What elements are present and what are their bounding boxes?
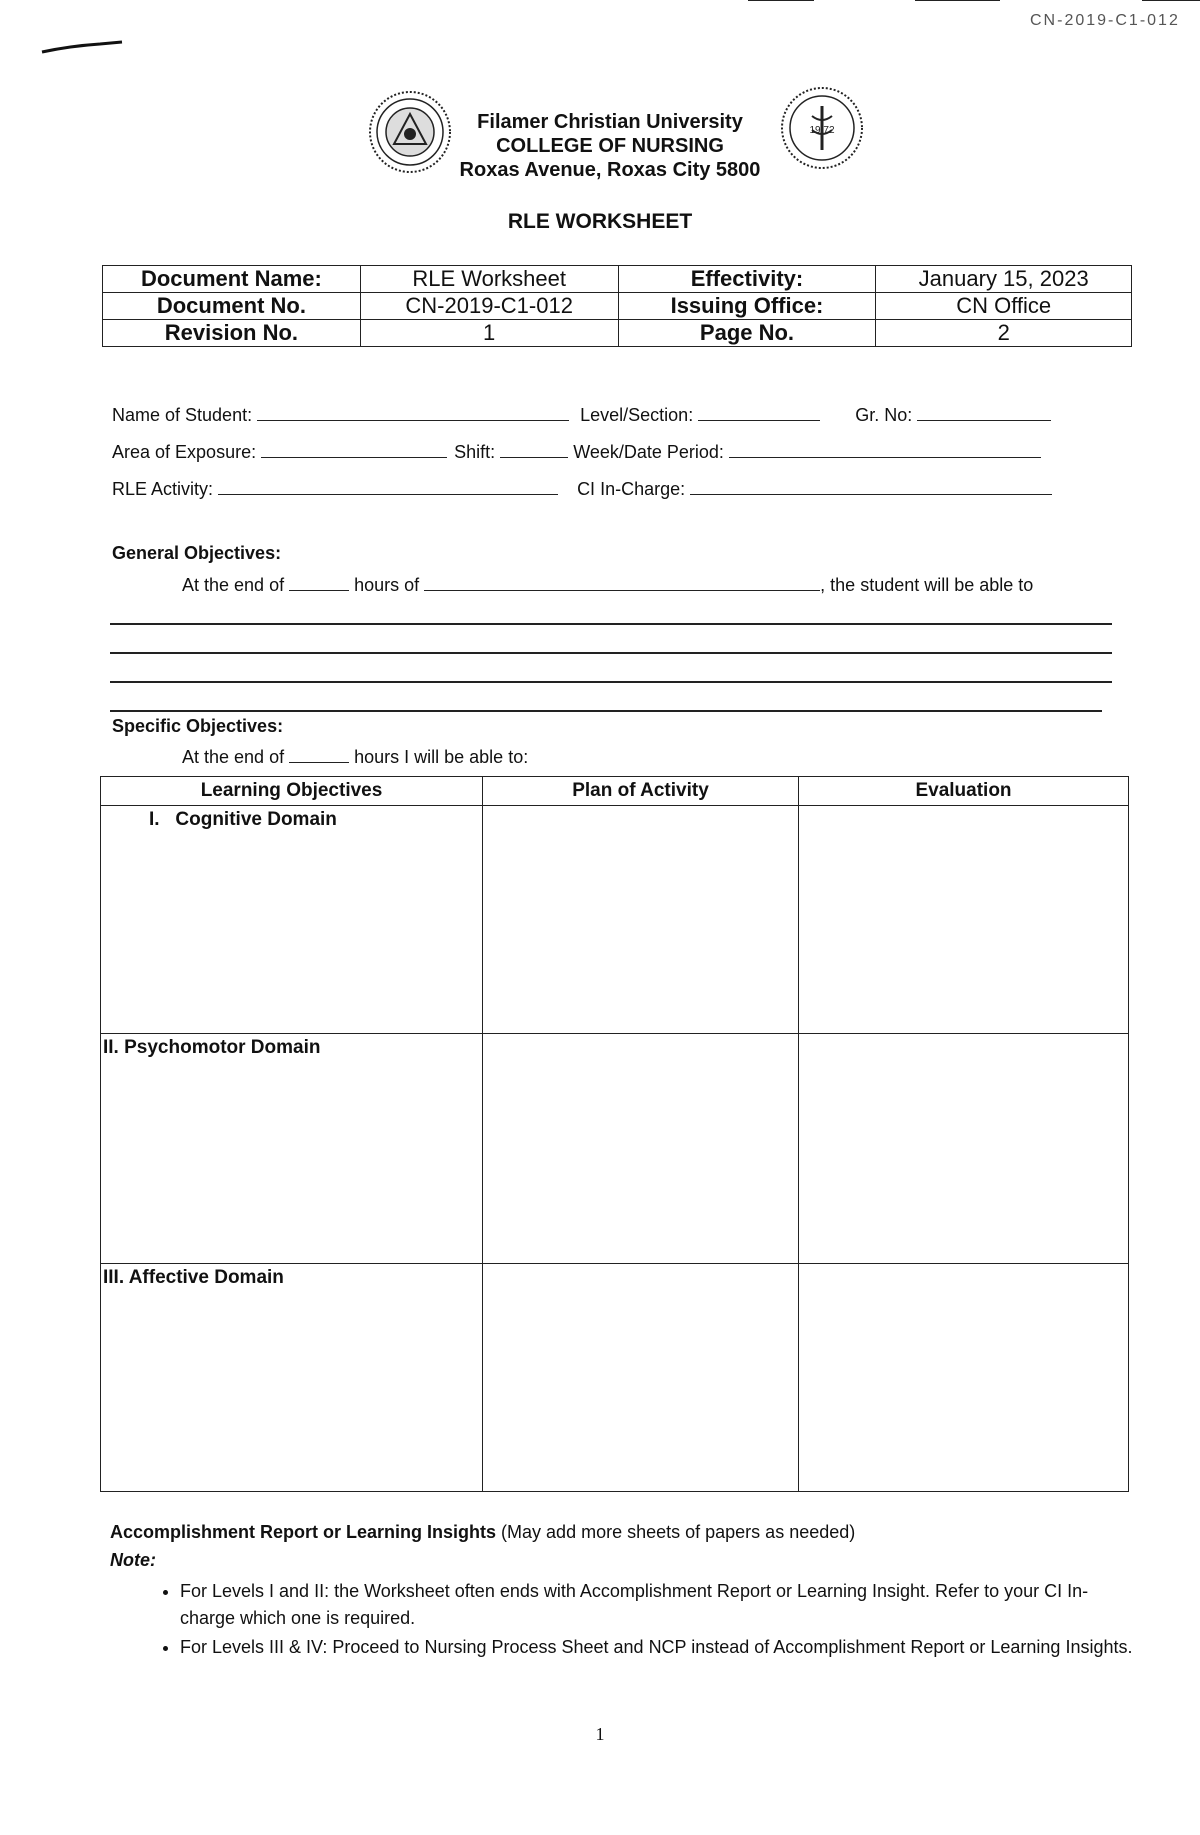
general-hours-field[interactable] xyxy=(289,574,349,591)
effectivity-value: January 15, 2023 xyxy=(876,266,1132,293)
document-no-value: CN-2019-C1-012 xyxy=(360,293,618,320)
document-no-label: Document No. xyxy=(103,293,361,320)
college-address: Roxas Avenue, Roxas City 5800 xyxy=(459,159,761,181)
cognitive-objectives-cell[interactable] xyxy=(101,806,483,1034)
area-of-exposure-field[interactable] xyxy=(261,441,447,458)
exposure-row xyxy=(112,441,1041,463)
college-name: COLLEGE OF NURSING xyxy=(496,135,724,157)
psychomotor-domain-row xyxy=(101,1034,1129,1264)
area-of-exposure-label: Area of Exposure: xyxy=(112,442,257,462)
psychomotor-objectives-cell[interactable] xyxy=(101,1034,483,1264)
shift-field[interactable] xyxy=(500,441,568,458)
revision-no-label: Revision No. xyxy=(103,320,361,347)
learning-objectives-table xyxy=(100,776,1129,1492)
specific-objectives-title: Specific Objectives: xyxy=(112,716,284,736)
evaluation-header: Evaluation xyxy=(799,777,1129,806)
page-number: 1 xyxy=(595,1724,605,1744)
specific-objectives-suffix: hours I will be able to: xyxy=(354,747,529,767)
scan-mark-line xyxy=(1142,0,1200,1)
level-section-label: Level/Section: xyxy=(580,405,694,425)
plan-of-activity-header: Plan of Activity xyxy=(483,777,799,806)
general-objectives-suffix: , the student will be able to xyxy=(820,575,1034,595)
cognitive-domain-label: I. Cognitive Domain xyxy=(149,809,337,830)
general-subject-field[interactable] xyxy=(424,574,820,591)
affective-objectives-cell[interactable] xyxy=(101,1264,483,1492)
level-section-field[interactable] xyxy=(698,404,820,421)
specific-objectives-sentence xyxy=(182,746,528,768)
general-objectives-title: General Objectives: xyxy=(112,543,282,563)
specific-hours-field[interactable] xyxy=(289,746,349,763)
accomplishment-report-hint: (May add more sheets of papers as needed) xyxy=(496,1522,856,1542)
student-name-row xyxy=(112,404,1051,426)
corner-document-code: CN-2019-C1-012 xyxy=(1030,12,1180,29)
psychomotor-evaluation-cell[interactable] xyxy=(799,1034,1129,1264)
rle-activity-label: RLE Activity: xyxy=(112,479,214,499)
gr-no-label: Gr. No: xyxy=(855,405,913,425)
document-name-label: Document Name: xyxy=(103,266,361,293)
notes-list xyxy=(140,1578,1140,1663)
accomplishment-report-instruction xyxy=(110,1522,855,1543)
specific-objectives-prefix: At the end of xyxy=(182,747,285,767)
student-name-label: Name of Student: xyxy=(112,405,253,425)
page-no-label: Page No. xyxy=(618,320,876,347)
activity-row xyxy=(112,478,1052,500)
affective-domain-label: III. Affective Domain xyxy=(103,1267,284,1288)
effectivity-label: Effectivity: xyxy=(618,266,876,293)
university-name: Filamer Christian University xyxy=(477,111,743,133)
student-name-field[interactable] xyxy=(257,404,569,421)
affective-evaluation-cell[interactable] xyxy=(799,1264,1129,1492)
cognitive-evaluation-cell[interactable] xyxy=(799,806,1129,1034)
affective-domain-row xyxy=(101,1264,1129,1492)
general-objective-line-1[interactable] xyxy=(110,623,1112,625)
ci-in-charge-label: CI In-Charge: xyxy=(577,479,686,499)
page-no-value: 2 xyxy=(876,320,1132,347)
issuing-office-label: Issuing Office: xyxy=(618,293,876,320)
general-objectives-sentence xyxy=(182,574,1033,596)
document-info-table xyxy=(102,265,1132,347)
cognitive-domain-row xyxy=(101,806,1129,1034)
general-objective-line-4[interactable] xyxy=(110,710,1102,712)
psychomotor-plan-cell[interactable] xyxy=(483,1034,799,1264)
scan-mark-line xyxy=(748,0,814,1)
shift-label: Shift: xyxy=(454,442,496,462)
worksheet-title: RLE WORKSHEET xyxy=(507,210,693,233)
seal-year-text: 19 72 xyxy=(809,125,835,136)
note-item: • For Levels III & IV: Proceed to Nursing Process Sheet and NCP instead of Accomplishment Report or Learning Insights. xyxy=(180,1634,1140,1661)
general-objective-line-3[interactable] xyxy=(110,681,1112,683)
learning-objectives-header: Learning Objectives xyxy=(101,777,483,806)
week-date-period-field[interactable] xyxy=(729,441,1041,458)
ci-in-charge-field[interactable] xyxy=(690,478,1052,495)
revision-no-value: 1 xyxy=(360,320,618,347)
note-label: Note: xyxy=(110,1550,156,1570)
college-of-nursing-seal-logo xyxy=(780,86,864,170)
note-item: • For Levels I and II: the Worksheet often ends with Accomplishment Report or Learning Insight. Refer to your CI In-charge which one is required. xyxy=(180,1578,1140,1632)
general-objectives-middle: hours of xyxy=(354,575,420,595)
general-objectives-prefix: At the end of xyxy=(182,575,285,595)
pen-stroke-mark xyxy=(40,38,124,56)
general-objective-line-2[interactable] xyxy=(110,652,1112,654)
week-date-period-label: Week/Date Period: xyxy=(573,442,724,462)
accomplishment-report-title: Accomplishment Report or Learning Insights xyxy=(110,1522,497,1542)
scan-mark-line xyxy=(915,0,1000,1)
affective-plan-cell[interactable] xyxy=(483,1264,799,1492)
document-name-value: RLE Worksheet xyxy=(360,266,618,293)
institution-header xyxy=(440,110,780,182)
rle-activity-field[interactable] xyxy=(218,478,558,495)
cognitive-plan-cell[interactable] xyxy=(483,806,799,1034)
issuing-office-value: CN Office xyxy=(876,293,1132,320)
psychomotor-domain-label: II. Psychomotor Domain xyxy=(103,1037,321,1058)
gr-no-field[interactable] xyxy=(917,404,1051,421)
